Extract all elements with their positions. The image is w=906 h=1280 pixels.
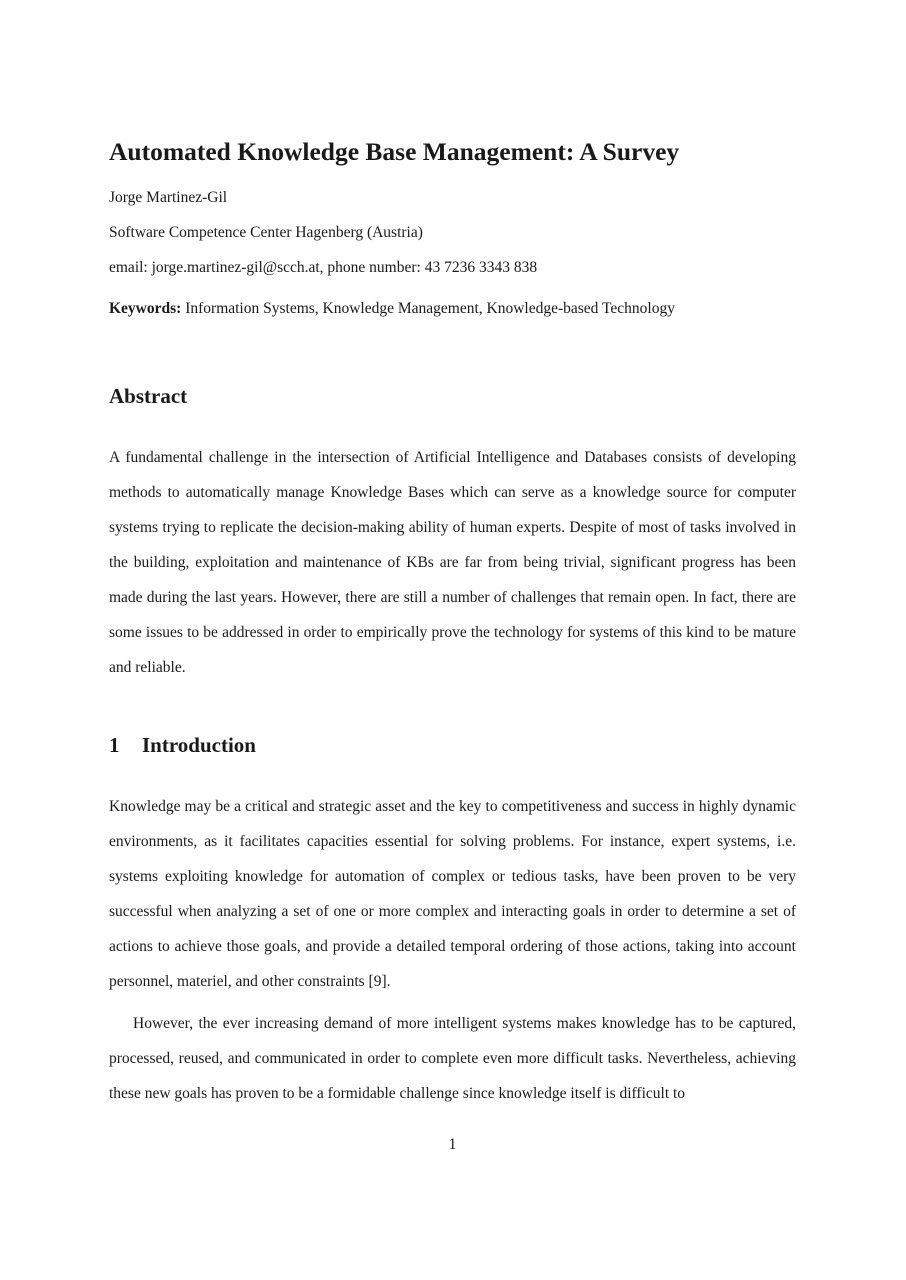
introduction-paragraph-2: However, the ever increasing demand of more intelligent systems makes knowledge has to be captured, processed, reused, and communicated in order to complete even more difficult tasks. Nevertheless, achieving these new goals has proven to be a formidable challenge since knowledge itself is difficult to — [109, 1015, 796, 1102]
page-number: 1 — [448, 1136, 457, 1153]
keywords-label: Keywords: — [109, 300, 182, 317]
abstract-text: A fundamental challenge in the intersection of Artificial Intelligence and Databases consists of developing methods to automatically manage Knowledge Bases which can serve as a knowledge source for computer systems trying to replicate the decision-making ability of human experts. Despite of most of tasks involved in the building, exploitation and maintenance of KBs are far from being trivial, significant progress has been made during the last years. However, there are still a number of challenges that remain open. In fact, there are some issues to be addressed in order to empirically prove the technology for systems of this kind to be mature and reliable. — [109, 449, 796, 676]
paper-page — [109, 0, 796, 1280]
keywords-list: Information Systems, Knowledge Management, Knowledge-based Technology — [185, 300, 675, 317]
keywords-line — [109, 299, 675, 319]
paper-title: Automated Knowledge Base Management: A Survey — [109, 137, 680, 166]
introduction-paragraph-1: Knowledge may be a critical and strategic asset and the key to competitiveness and success in highly dynamic environments, as it facilitates capacities essential for solving problems. For instance, expert systems, i.e. systems exploiting knowledge for automation of complex or tedious tasks, have been proven to be very successful when analyzing a set of one or more complex and interacting goals in order to determine a set of actions to achieve those goals, and provide a detailed temporal ordering of those actions, taking into account personnel, materiel, and other constraints [9]. — [109, 798, 796, 990]
abstract-heading: Abstract — [109, 384, 188, 408]
section-number: 1 — [109, 733, 120, 757]
author-name: Jorge Martinez-Gil — [109, 189, 228, 206]
author-affiliation: Software Competence Center Hagenberg (Austria) — [109, 224, 423, 241]
section-heading-introduction — [109, 732, 256, 758]
section-title: Introduction — [142, 733, 256, 757]
author-contact: email: jorge.martinez-gil@scch.at, phone number: 43 7236 3343 838 — [109, 259, 538, 276]
